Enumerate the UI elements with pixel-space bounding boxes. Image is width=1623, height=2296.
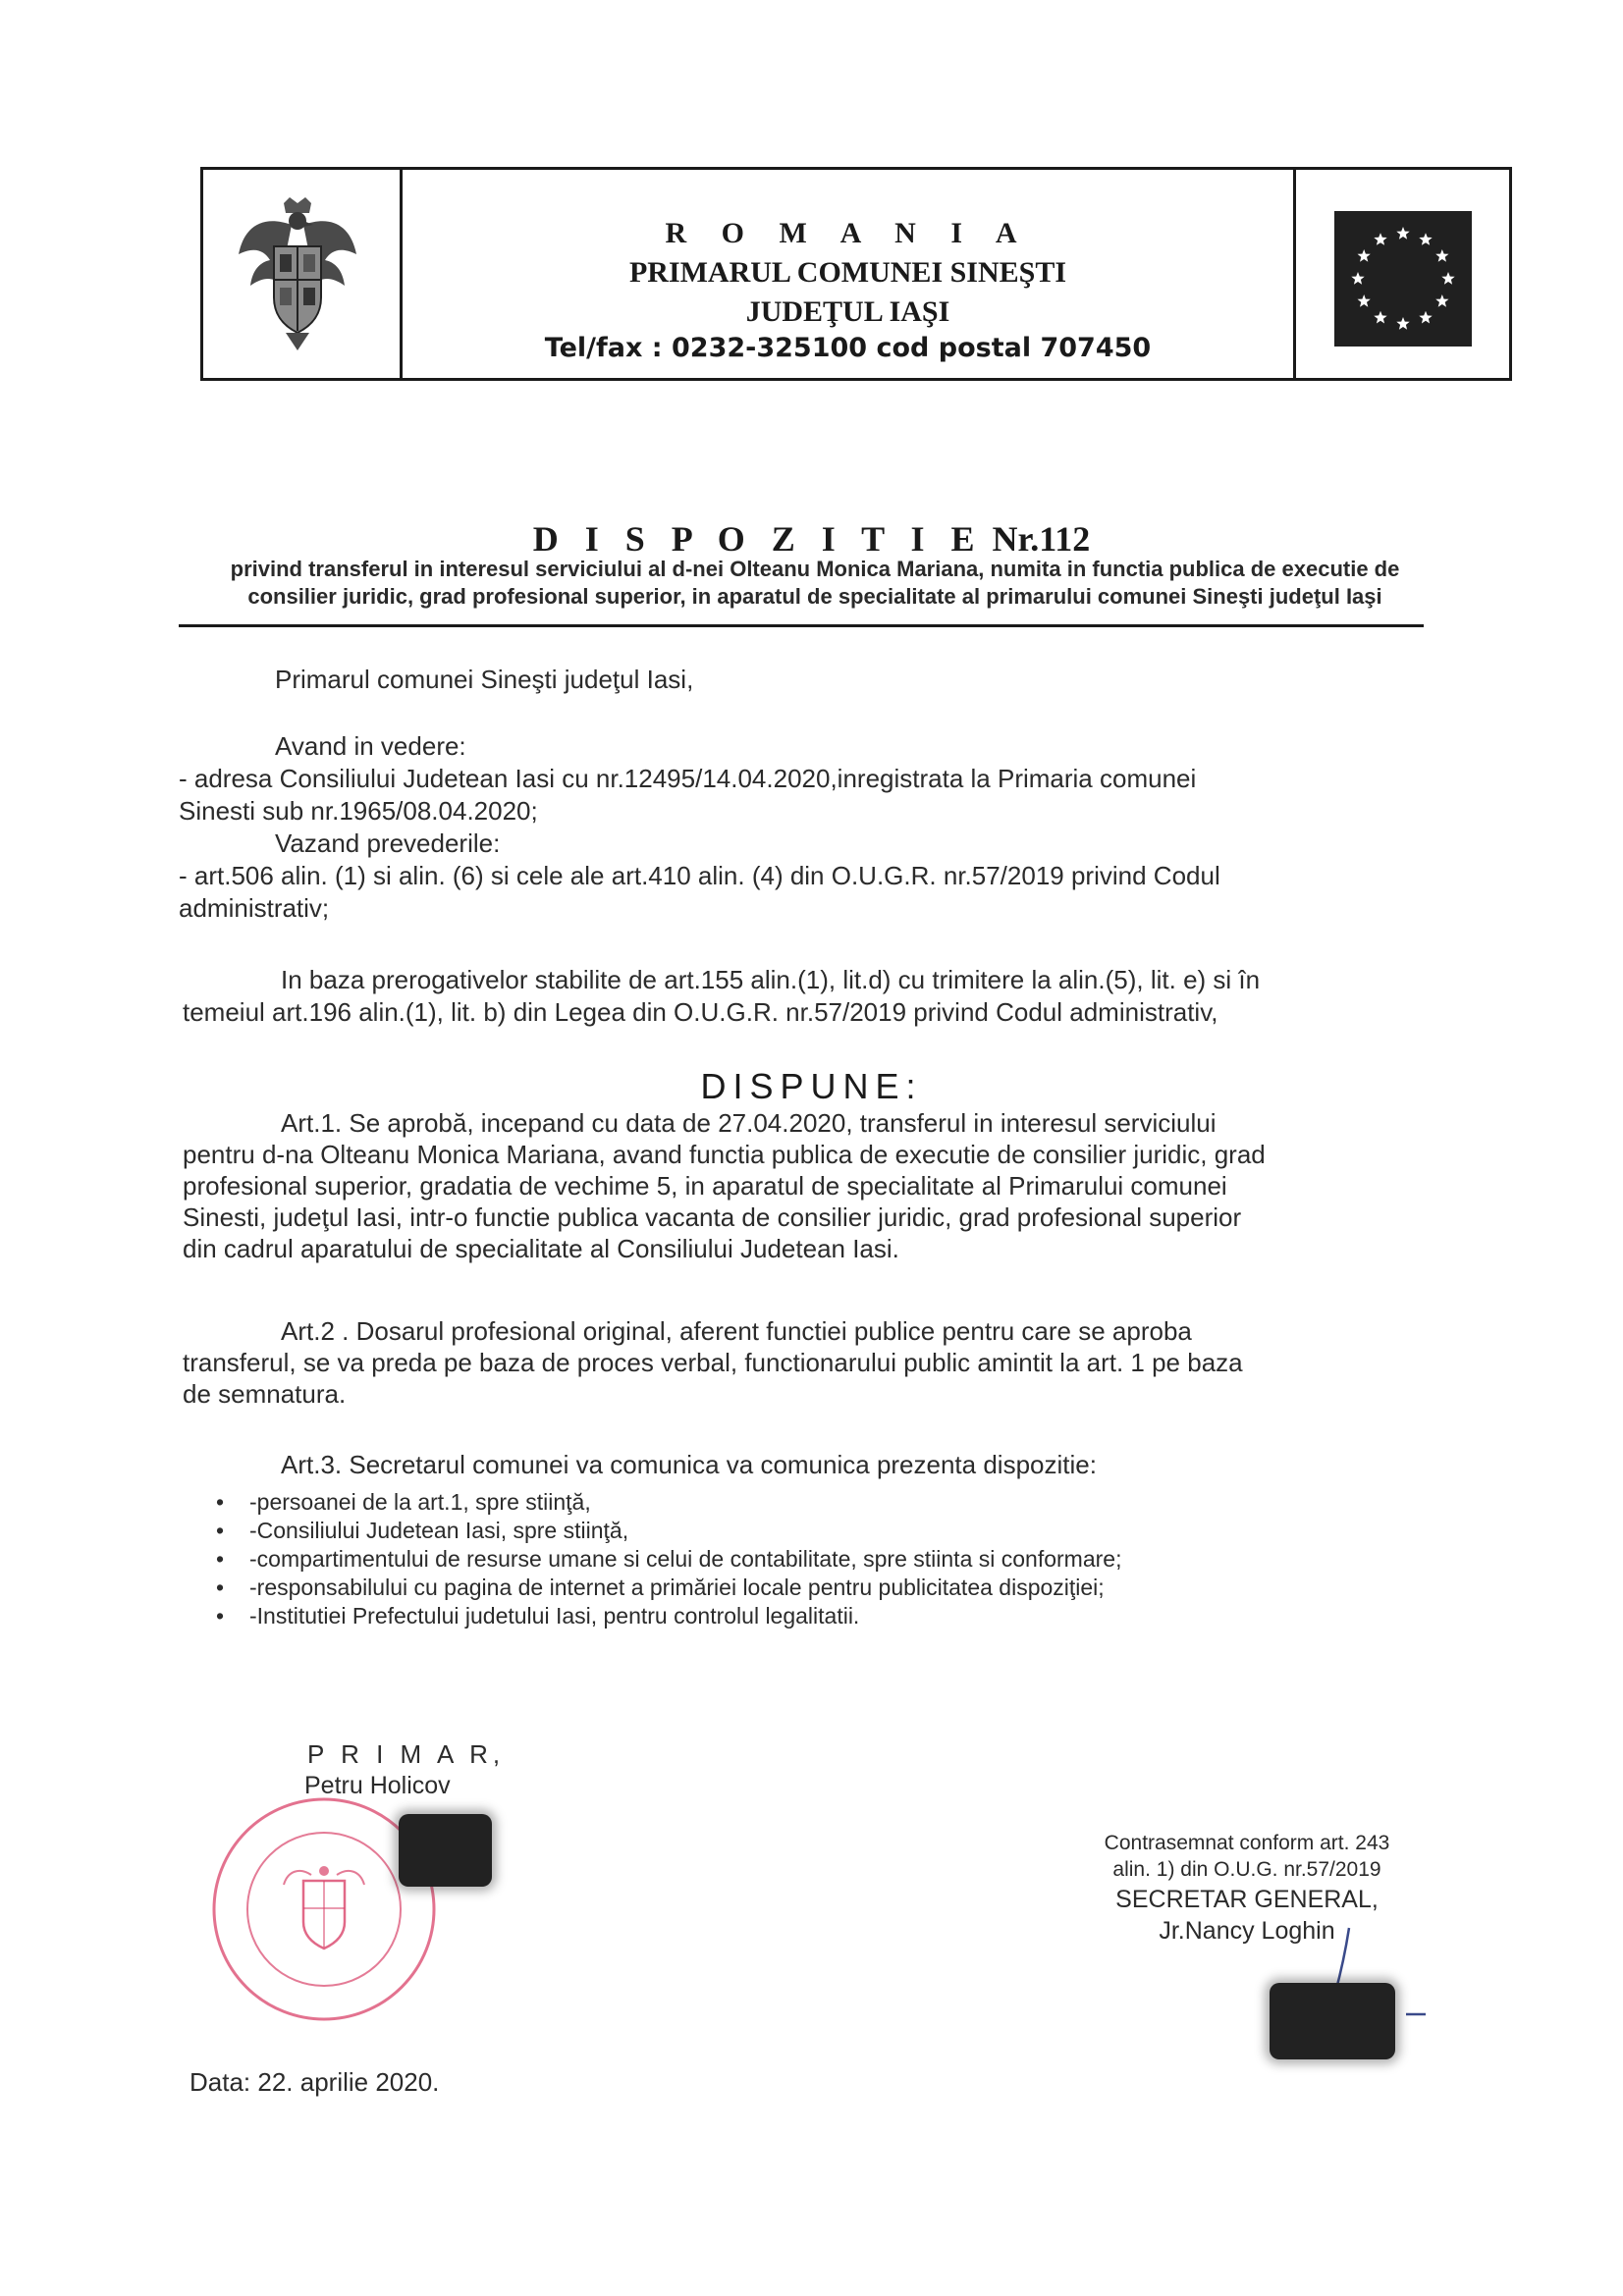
list-item: • -Consiliului Judetean Iasi, spre stiinţă, xyxy=(216,1517,1121,1545)
provisions-line: - art.506 alin. (1) si alin. (6) si cele ale art.410 alin. (4) din O.U.G.R. nr.57/2019 privind Codul xyxy=(179,861,1220,890)
address-line: - adresa Consiliului Judetean Iasi cu nr.12495/14.04.2020,inregistrata la Primaria comunei xyxy=(179,764,1197,793)
legal-basis-block xyxy=(183,964,1260,1029)
seeing-label: Vazand prevederile: xyxy=(275,828,501,858)
article-1-line: profesional superior, gradatia de vechime 5, in aparatul de specialitate al Primarului comunei xyxy=(183,1171,1227,1201)
provisions-line: administrativ; xyxy=(179,893,330,923)
article-1 xyxy=(183,1107,1266,1264)
subtitle-line: consilier juridic, grad profesional superior, in aparatul de specialitate al primarului comunei Sineşti judeţul Iaşi xyxy=(247,584,1382,609)
document-heading: D I S P O Z I T I E xyxy=(532,519,984,559)
document-date: Data: 22. aprilie 2020. xyxy=(189,2067,440,2097)
list-item: • -compartimentului de resurse umane si celui de contabilitate, spre stiinta si conformare; xyxy=(216,1545,1121,1574)
dispune-heading: DISPUNE: xyxy=(700,1066,923,1106)
mayor-title: P R I M A R, xyxy=(307,1739,506,1769)
countersign-line: Contrasemnat conform art. 243 xyxy=(1104,1832,1390,1854)
document-title xyxy=(0,518,1623,560)
eu-flag-icon xyxy=(1334,211,1472,347)
header-country: R O M A N I A xyxy=(665,217,1031,249)
letterhead-box xyxy=(200,167,1512,381)
considering-label: Avand in vedere: xyxy=(275,731,466,761)
article-2-line: transferul, se va preda pe baza de proces verbal, functionarului public amintit la art. 1 pe baza xyxy=(183,1348,1243,1377)
article-1-line: din cadrul aparatului de specialitate al Consiliului Judetean Iasi. xyxy=(183,1234,899,1263)
mayor-name: Petru Holicov xyxy=(304,1772,451,1799)
countersign-line: alin. 1) din O.U.G. nr.57/2019 xyxy=(1112,1858,1381,1881)
article-2 xyxy=(183,1315,1243,1410)
article-1-line: Sinesti, judeţul Iasi, intr-o functie publica vacanta de consilier juridic, grad profesional superior xyxy=(183,1202,1242,1232)
article-3: Art.3. Secretarul comunei va comunica va comunica prezenta dispozitie: xyxy=(281,1450,1097,1479)
list-item: • -responsabilului cu pagina de internet a primăriei locale pentru publicitatea dispoziţiei; xyxy=(216,1574,1121,1602)
considerations-block xyxy=(179,730,1220,925)
list-item: • -persoanei de la art.1, spre stiinţă, xyxy=(216,1488,1121,1517)
redacted-signature xyxy=(1270,1983,1395,2059)
recipients-list xyxy=(216,1488,1121,1630)
title-underline xyxy=(179,624,1424,627)
opening-line: Primarul comunei Sineşti judeţul Iasi, xyxy=(275,665,694,694)
basis-line: temeiul art.196 alin.(1), lit. b) din Legea din O.U.G.R. nr.57/2019 privind Codul administrativ, xyxy=(183,997,1218,1027)
redacted-signature xyxy=(399,1814,492,1887)
list-item: • -Institutiei Prefectului judetului Iasi, pentru controlul legalitatii. xyxy=(216,1602,1121,1630)
header-mayor-office: PRIMARUL COMUNEI SINEŞTI xyxy=(628,256,1067,289)
document-subtitle xyxy=(196,556,1434,611)
letterhead-divider-right xyxy=(1293,170,1296,378)
article-2-line: Art.2 . Dosarul profesional original, aferent functiei publice pentru care se aproba xyxy=(281,1316,1192,1346)
header-contact: Tel/fax : 0232-325100 cod postal 707450 xyxy=(544,333,1152,363)
basis-line: In baza prerogativelor stabilite de art.155 alin.(1), lit.d) cu trimitere la alin.(5), lit. e) si în xyxy=(281,965,1261,994)
coat-of-arms-icon xyxy=(235,195,360,352)
article-1-line: Art.1. Se aprobă, incepand cu data de 27.04.2020, transferul in interesul serviciului xyxy=(281,1108,1217,1138)
article-2-line: de semnatura. xyxy=(183,1379,347,1409)
secretary-name: Jr.Nancy Loghin xyxy=(1159,1917,1335,1945)
secretary-title: SECRETAR GENERAL, xyxy=(1115,1886,1379,1913)
header-county: JUDEŢUL IAŞI xyxy=(745,295,950,328)
document-number: Nr.112 xyxy=(992,519,1091,559)
subtitle-line: privind transferul in interesul serviciului al d-nei Olteanu Monica Mariana, numita in functia publica de executie de xyxy=(230,557,1400,581)
article-1-line: pentru d-na Olteanu Monica Mariana, avand functia publica de executie de consilier juridic, grad xyxy=(183,1140,1266,1169)
address-line: Sinesti sub nr.1965/08.04.2020; xyxy=(179,796,538,826)
